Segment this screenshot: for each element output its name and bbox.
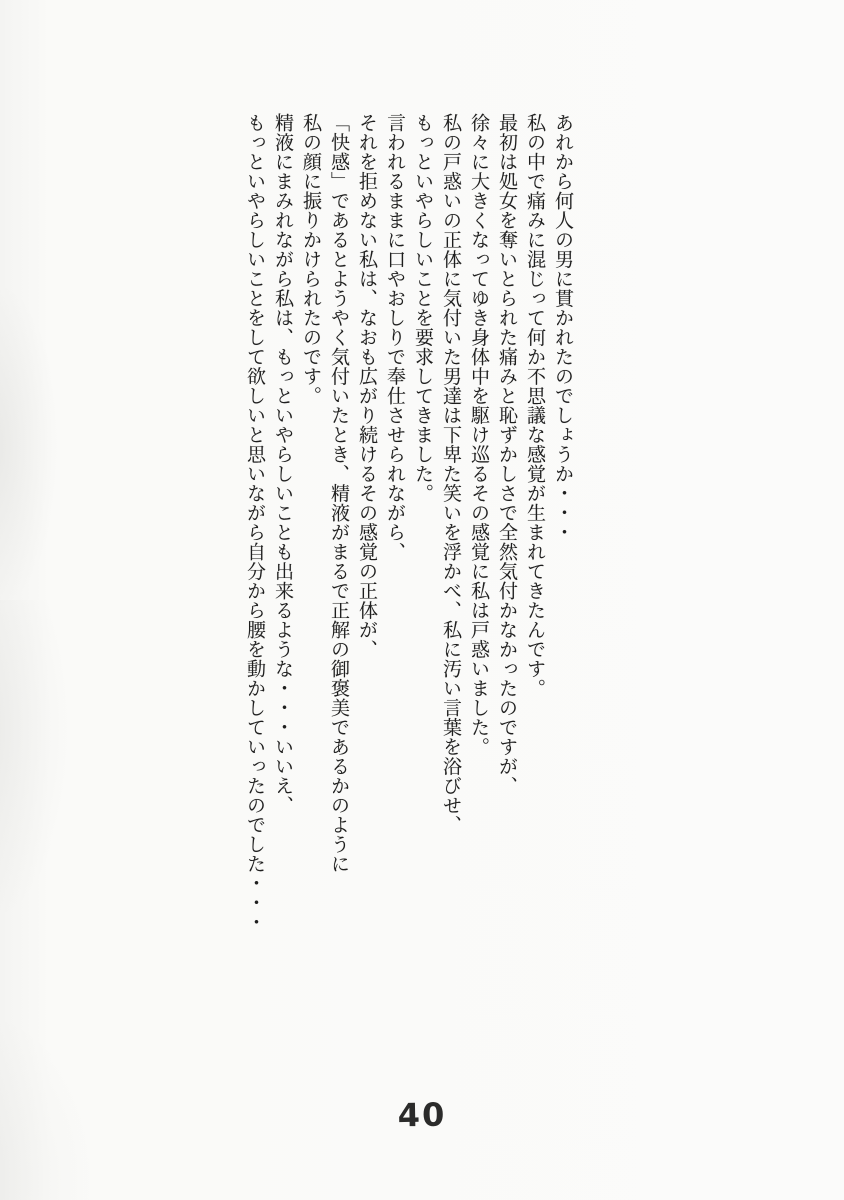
text-line: 私の中で痛みに混じって何か不思議な感覚が生まれてきたんです。	[524, 113, 545, 698]
text-line: それを拒めない私は、なおも広がり続けるその感覚の正体が、	[356, 113, 377, 659]
scan-smudge	[0, 280, 60, 610]
text-line: もっといやらしいことを要求してきました。	[412, 113, 433, 503]
text-line: 最初は処女を奪いとられた痛みと恥ずかしさで全然気付かなかったのですが、	[496, 113, 517, 796]
scan-smudge	[0, 600, 70, 920]
text-line: 精液にまみれながら私は、もっといやらしいことも出来るような・・・いいえ、	[272, 113, 293, 815]
text-line: 「快感」であるとようやく気付いたとき、精液がまるで正解の御褒美であるかのように	[328, 113, 349, 874]
page-number: 40	[397, 1095, 447, 1135]
text-line: もっといやらしいことをして欲しいと思いながら自分から腰を動かしていったのでした・・・	[244, 113, 265, 932]
text-line: 言われるままに口やおしりで奉仕させられながら、	[384, 113, 405, 562]
text-line: 私の顔に振りかけられたのです。	[300, 113, 321, 406]
text-line: 徐々に大きくなってゆき身体中を駆け巡るその感覚に私は戸惑いました。	[468, 113, 489, 757]
text-line: あれから何人の男に貫かれたのでしょうか・・・	[552, 113, 573, 542]
vertical-text-block	[240, 113, 576, 932]
text-line: 私の戸惑いの正体に気付いた男達は下卑た笑いを浮かべ、私に汚い言葉を浴びせ、	[440, 113, 461, 835]
